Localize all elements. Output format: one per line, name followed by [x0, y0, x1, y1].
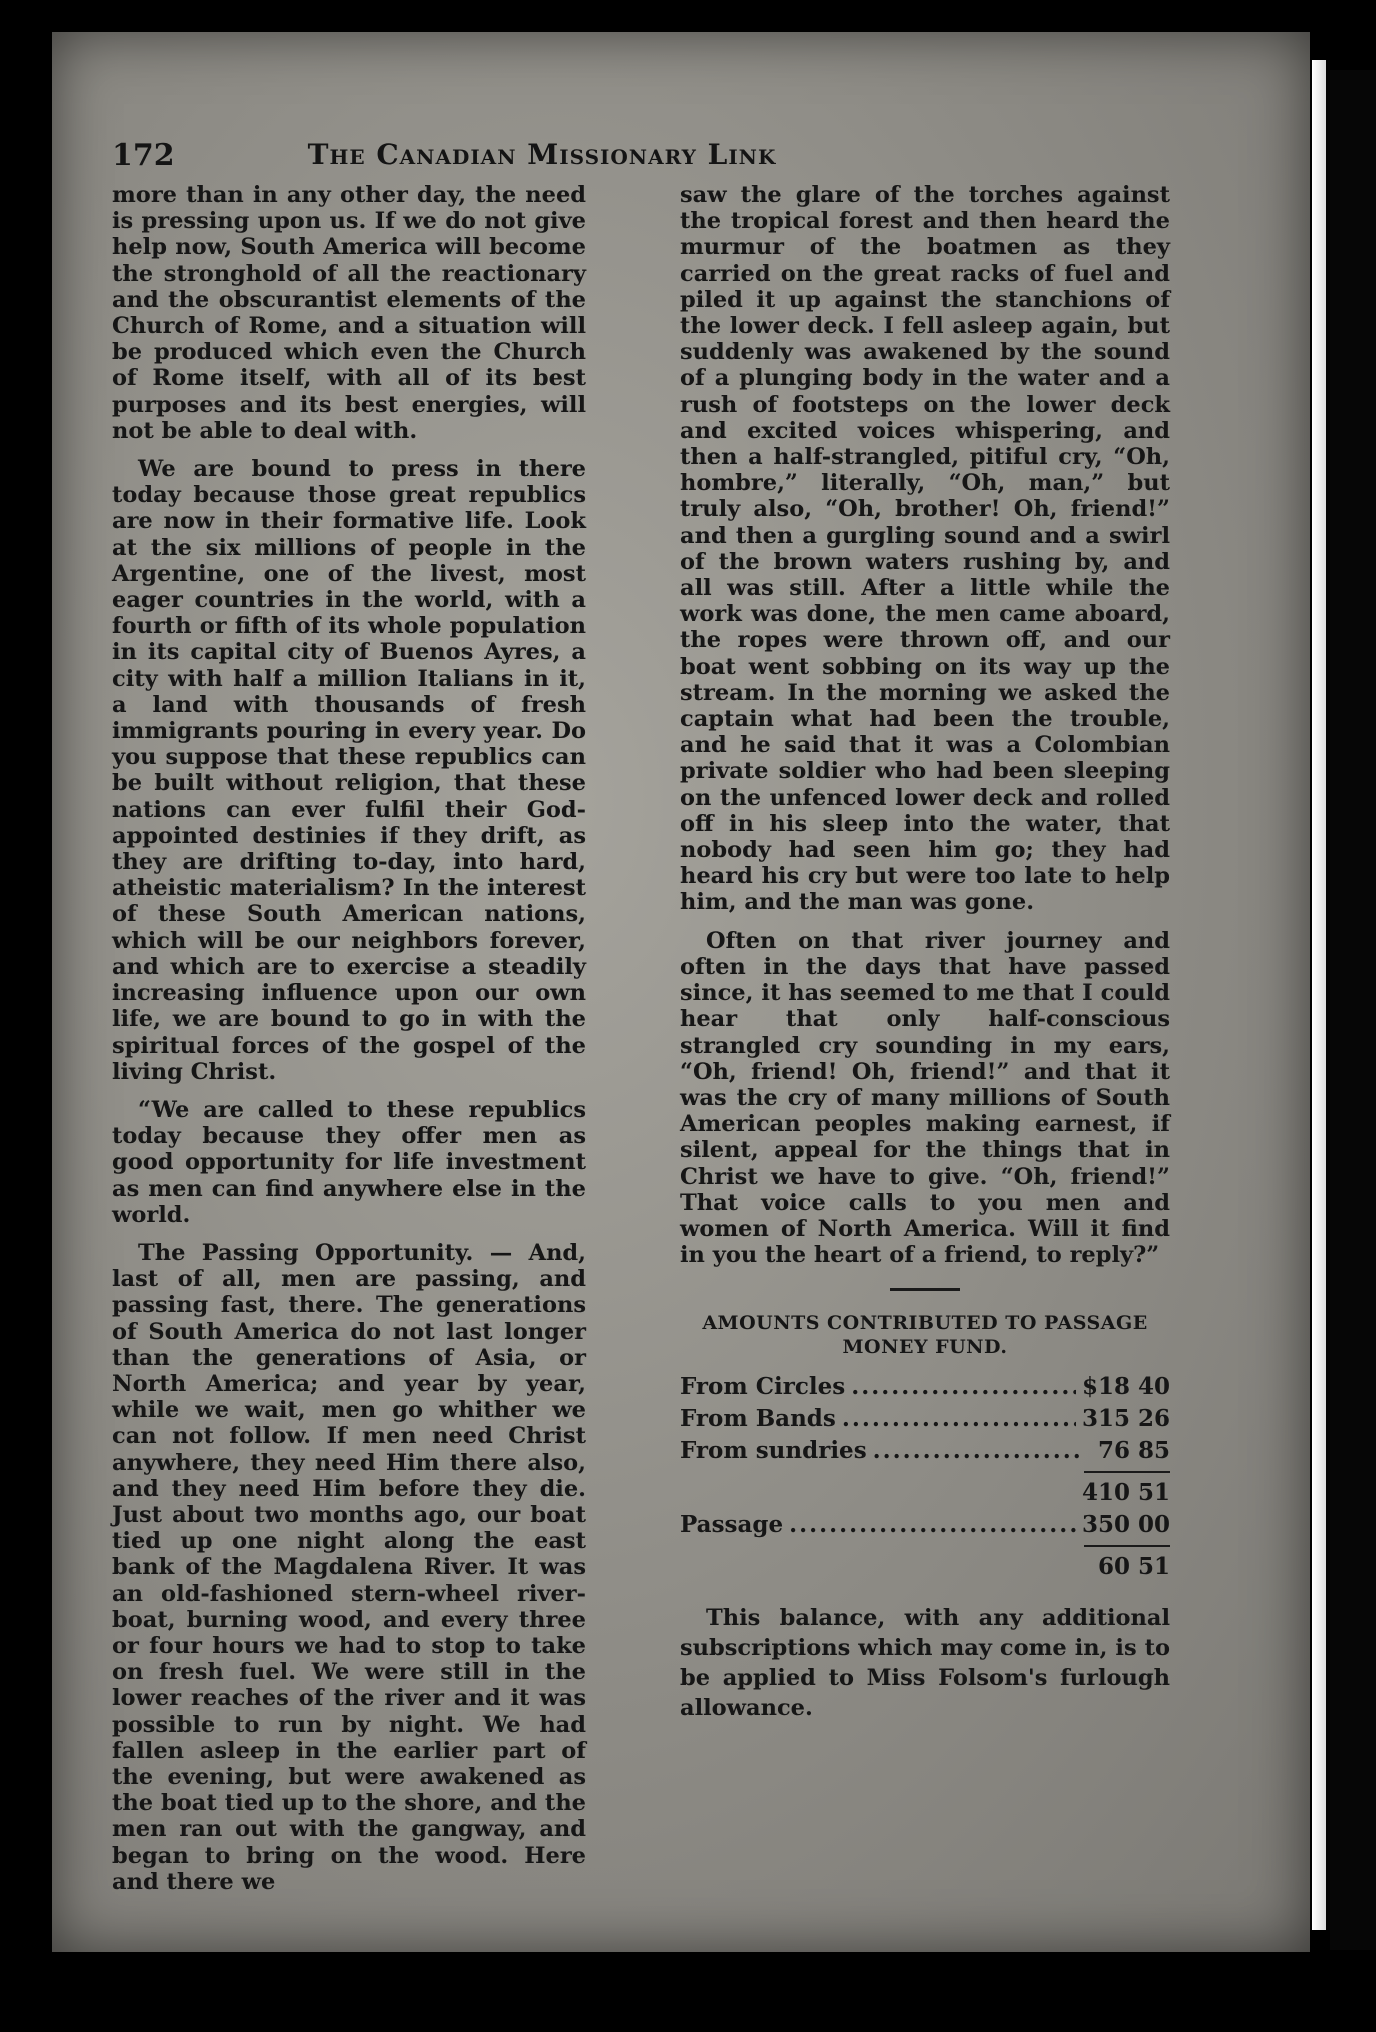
- leader-dots: [842, 1403, 1076, 1435]
- fund-subtotal: 410 51: [1081, 1479, 1170, 1507]
- leader-dots: [851, 1371, 1076, 1403]
- fund-row: [680, 1371, 1170, 1403]
- paragraph: more than in any other day, the need is pressing upon us. If we do not give help now, South America will become the stronghold of all the reactionary and the obscurantist elements of the Church of Rome, and a situation will be produced which even the Church of Rome itself, with all of its best purposes and its best energies, will not be able to deal with.: [112, 182, 586, 444]
- paragraph: saw the glare of the torches against the tropical forest and then heard the murmur of the boatmen as they carried on the great racks of fuel and piled it up against the stanchions of the lower deck. I fell asleep again, but suddenly was awakened by the sound of a plunging body in the water and a rush of footsteps on the lower deck and excited voices whispering, and then a half-strangled, pitiful cry, “Oh, hombre,” literally, “Oh, man,” but truly also, “Oh, brother! Oh, friend!” and then a gurgling sound and a swirl of the brown waters rushing by, and all was still. After a little while the work was done, the men came aboard, the ropes were thrown off, and our boat went sobbing on its way up the stream. In the morning we asked the captain what had been the trouble, and he said that it was a Colombian private soldier who had been sleeping on the unfenced lower deck and rolled off in his sleep into the water, that nobody had seen him go; they had heard his cry but were too late to help him, and the man was gone.: [680, 182, 1170, 916]
- sum-rule: [1084, 1545, 1170, 1547]
- fund-note: This balance, with any additional subscriptions which may come in, is to be applied to Miss Folsom's furlough allowance.: [680, 1605, 1170, 1722]
- page-header: [112, 132, 972, 176]
- fund-row: [680, 1509, 1170, 1541]
- paragraph: Often on that river journey and often in the days that have passed since, it has seemed to me that I could hear that only half-conscious strangled cry sounding in my ears, “Oh, friend! Oh, friend!” and that it was the cry of many millions of South American peoples making earnest, if silent, appeal for the things that in Christ we have to give. “Oh, friend!” That voice calls to you men and women of North America. Will it find in you the heart of a friend, to reply?”: [680, 927, 1170, 1269]
- fund-label: From Bands: [680, 1405, 836, 1433]
- fund-balance: 60 51: [1097, 1553, 1170, 1581]
- running-title: The Canadian Missionary Link: [307, 138, 777, 171]
- fund-amount: 350 00: [1081, 1511, 1170, 1539]
- left-column: [112, 182, 586, 1907]
- fund-label: From Circles: [680, 1373, 846, 1401]
- fund-amount: $18 40: [1081, 1373, 1170, 1401]
- adjacent-page-shadow: [1330, 70, 1376, 1950]
- section-divider: [890, 1288, 960, 1291]
- leader-dots: [873, 1435, 1082, 1467]
- fund-row: [680, 1435, 1170, 1467]
- page-edge-strip: [1312, 60, 1326, 1930]
- right-column: [680, 182, 1170, 1735]
- paragraph: “We are called to these republics today because they offer men as good opportunity for life investment as men can find anywhere else in the world.: [112, 1096, 586, 1228]
- leader-dots: [789, 1509, 1076, 1541]
- fund-amount: 315 26: [1081, 1405, 1170, 1433]
- fund-heading: AMOUNTS CONTRIBUTED TO PASSAGE MONEY FUND.: [702, 1312, 1148, 1359]
- fund-table: [680, 1311, 1170, 1593]
- paragraph: We are bound to press in there today because those great republics are now in their formative life. Look at the six millions of people in the Argentine, one of the livest, most eager countries in the world, with a fourth or fifth of its whole population in its capital city of Buenos Ayres, a city with half a million Italians in it, a land with thousands of fresh immigrants pouring in every year. Do you suppose that these republics can be built without religion, that these nations can ever fulfil their God-appointed destinies if they drift, as they are drifting to-day, into hard, atheistic materialism? In the interest of these South American nations, which will be our neighbors forever, and which are to exercise a steadily increasing influence upon our own life, we are bound to go in with the spiritual forces of the gospel of the living Christ.: [112, 456, 586, 1085]
- fund-label: From sundries: [680, 1437, 867, 1465]
- fund-row: [680, 1403, 1170, 1435]
- fund-label: Passage: [680, 1511, 784, 1539]
- page-number: 172: [112, 138, 175, 173]
- fund-amount: 76 85: [1097, 1437, 1170, 1465]
- paragraph: The Passing Opportunity. — And, last of all, men are passing, and passing fast, there. The generations of South America do not last longer than the generations of Asia, or North America; and year by year, while we wait, men go whither we can not follow. If men need Christ anywhere, they need Him there also, and they need Him before they die. Just about two months ago, our boat tied up one night along the east bank of the Magdalena River. It was an old-fashioned stern-wheel river-boat, burning wood, and every three or four hours we had to stop to take on fresh fuel. We were still in the lower reaches of the river and it was possible to run by night. We had fallen asleep in the earlier part of the evening, but were awakened as the boat tied up to the shore, and the men ran out with the gangway, and began to bring on the wood. Here and there we: [112, 1239, 586, 1895]
- sum-rule: [1084, 1471, 1170, 1473]
